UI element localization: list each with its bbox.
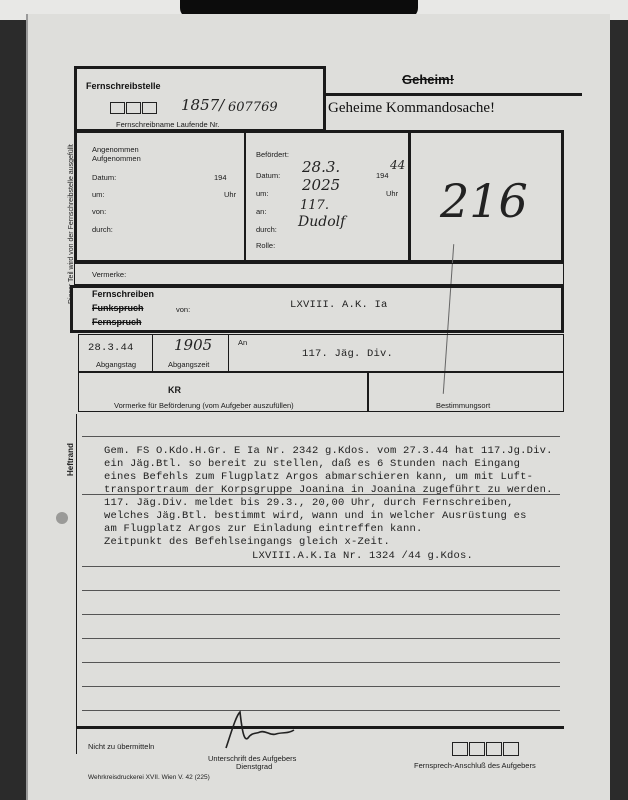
body-line: transportraum der Korpsgruppe Joanina in Joanina zugeführt zu werden. — [104, 484, 553, 496]
serial-box-3 — [142, 102, 157, 114]
dispatch-day-value: 28.3.44 — [88, 342, 134, 354]
not-transmit-label: Nicht zu übermitteln — [88, 742, 155, 751]
forwarded-date-label: Datum: — [256, 171, 281, 180]
dispatch-to-label: An — [238, 338, 248, 347]
body-line: ein Jäg.Btl. so bereit zu stellen, daß es 6 Stunden nach Eingang — [104, 458, 521, 470]
dispatch-time-value: 1905 — [174, 336, 213, 354]
ruled-line — [82, 614, 560, 615]
received-time-label: um: — [92, 190, 105, 199]
teleprinter-form — [26, 14, 610, 800]
grid-divider-2 — [408, 130, 411, 263]
signature-label-1: Unterschrift des Aufgebers — [208, 754, 297, 763]
forwarded-to-value: 117. — [300, 198, 329, 213]
forwarded-to-label: an: — [256, 207, 267, 216]
classification-struck: Geheim! — [402, 72, 455, 87]
forwarded-role-label: Rolle: — [256, 241, 276, 250]
footer-rule — [76, 726, 564, 729]
serial-box-2 — [126, 102, 141, 114]
forwarded-by-value: Dudolf — [298, 214, 346, 230]
printer-imprint: Wehrkreisdruckerei XVII. Wien V. 42 (225) — [88, 774, 210, 781]
margin-note: Dieser Teil wird von der Fernschreibstelle ausgefüllt — [68, 144, 75, 304]
body-line: 117. Jäg.Div. meldet bis 29.3., 20,00 Uhr, durch Fernschreiben, — [104, 497, 514, 509]
forwarded-year-suffix: 44 — [390, 158, 406, 172]
serial-value: 1857/ — [181, 96, 225, 114]
office-title: Fernschreibstelle — [86, 81, 161, 91]
forwarded-year: 194 — [376, 171, 389, 180]
body-line: welches Jäg.Btl. bestimmt wird, wann und in welcher Ausrüstung es — [104, 510, 527, 522]
destination-label: Bestimmungsort — [436, 401, 491, 410]
body-line: eines Befehls zum Flugplatz Argos abmarschieren kann, um mit Luft- — [104, 471, 534, 483]
phone-label: Fernsprech-Anschluß des Aufgebers — [414, 761, 536, 770]
forwarded-title: Befördert: — [256, 150, 289, 159]
from-value: LXVIII. A.K. Ia — [290, 299, 388, 311]
received-title-1: Angenommen — [92, 145, 139, 154]
classification: Geheime Kommandosache! — [328, 100, 496, 116]
received-by-label: durch: — [92, 225, 113, 234]
received-from-label: von: — [92, 207, 107, 216]
dispatch-notes-label: Vormerke für Beförderung (vom Aufgeber auszufüllen) — [114, 401, 294, 410]
from-label: von: — [176, 305, 191, 314]
reference-line: LXVIII.A.K.Ia Nr. 1324 /44 g.Kdos. — [252, 550, 474, 562]
forwarded-time-label: um: — [256, 189, 269, 198]
body-left-rule — [76, 414, 78, 754]
signature-label-2: Dienstgrad — [236, 762, 273, 771]
received-year: 194 — [214, 173, 227, 182]
ruled-line — [82, 566, 560, 567]
forwarded-time-unit: Uhr — [386, 189, 399, 198]
body-line: Zeitpunkt des Befehlseingangs gleich x-Zeit. — [104, 536, 391, 548]
ruled-line — [82, 436, 560, 437]
forwarded-date-value: 28.3. — [302, 158, 341, 176]
phone-box-4 — [503, 742, 519, 756]
signature — [218, 708, 298, 752]
ruled-line — [82, 590, 560, 591]
notes-label: Vermerke: — [92, 270, 127, 279]
dispatch-notes-value: KR — [168, 385, 181, 395]
phone-box-1 — [452, 742, 468, 756]
header-rule — [324, 93, 582, 96]
received-date-label: Datum: — [92, 173, 117, 182]
dispatch-day-label: Abgangstag — [96, 360, 137, 369]
heftrand-label: Heftrand — [66, 443, 75, 476]
forwarded-time-value: 2025 — [302, 176, 341, 194]
received-time-unit: Uhr — [224, 190, 237, 199]
notes-row — [74, 263, 564, 285]
dispatch-to-value: 117. Jäg. Div. — [302, 348, 394, 360]
body-line: Gem. FS O.Kdo.H.Gr. E Ia Nr. 2342 g.Kdos. vom 27.3.44 hat 117.Jg.Div. — [104, 445, 553, 457]
punch-hole — [56, 512, 68, 524]
ruled-line — [82, 662, 560, 663]
type-telex: Fernschreiben — [92, 289, 155, 299]
received-title-2: Aufgenommen — [92, 154, 141, 163]
serial-box-1 — [110, 102, 125, 114]
type-radio: Funkspruch — [92, 303, 144, 313]
serial-label: Fernschreibname Laufende Nr. — [116, 120, 220, 129]
dispatch-divider-2 — [228, 334, 230, 372]
forwarded-by-label: durch: — [256, 225, 277, 234]
dispatch-time-label: Abgangszeit — [168, 360, 210, 369]
serial-suffix: 607769 — [228, 100, 278, 115]
ruled-line — [82, 686, 560, 687]
ruled-line — [82, 638, 560, 639]
dispatch-divider-1 — [152, 334, 154, 372]
ruled-line — [82, 710, 560, 711]
phone-box-3 — [486, 742, 502, 756]
body-line: am Flugplatz Argos zur Einladung eintreffen kann. — [104, 523, 423, 535]
type-phone: Fernspruch — [92, 317, 142, 327]
grid-divider-1 — [244, 130, 246, 263]
phone-box-2 — [469, 742, 485, 756]
big-number: 216 — [440, 174, 528, 228]
